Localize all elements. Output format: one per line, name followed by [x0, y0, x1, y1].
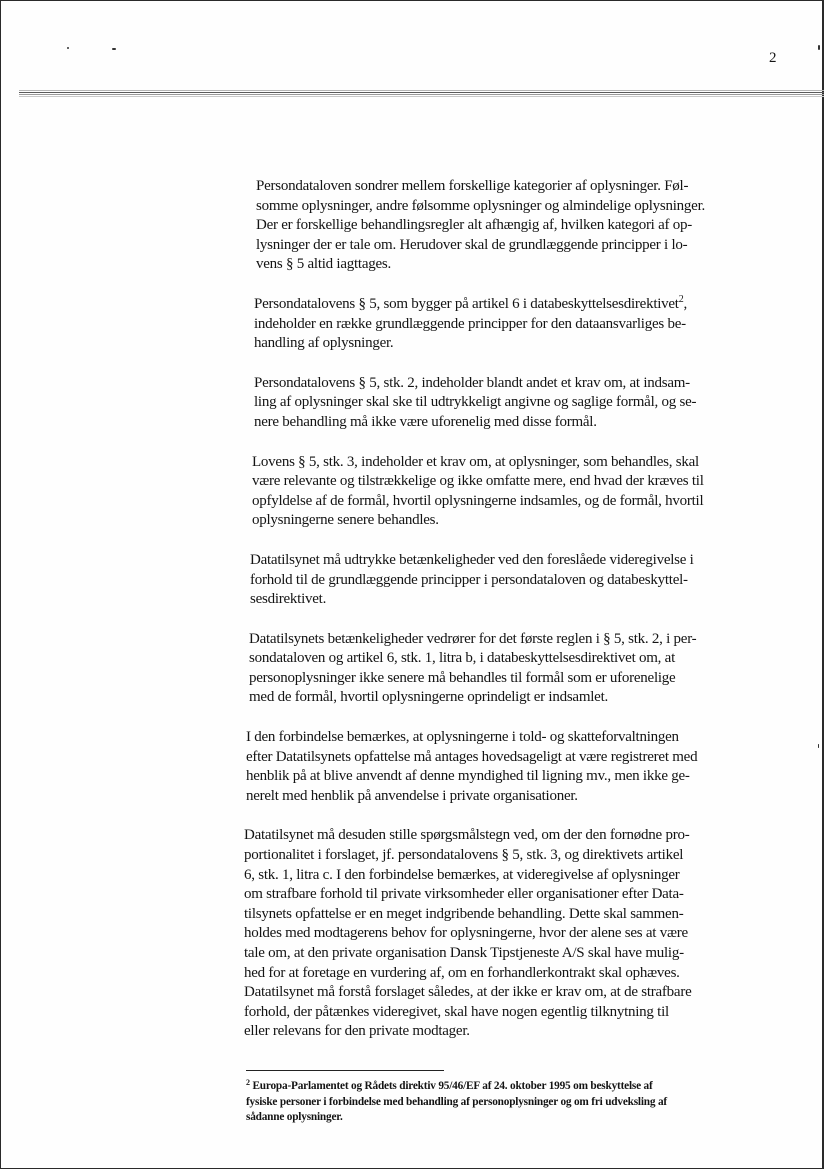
text-line: Persondataloven sondrer mellem forskellige kategorier af oplysninger. Føl-: [256, 178, 689, 194]
footnote-mark: 2: [246, 1078, 250, 1087]
text-line: somme oplysninger, andre følsomme oplysninger og almindelige oplysninger.: [256, 197, 705, 214]
paragraph: [244, 728, 784, 806]
text-line: henblik på at blive anvendt af denne myndighed til ligning mv., men ikke ge-: [246, 768, 690, 785]
paragraph: [244, 177, 784, 275]
footnote-separator: [246, 1070, 444, 1071]
text-line: indeholder en række grundlæggende principper for den dataansvarliges be-: [254, 315, 686, 332]
text-line: forhold til de grundlæggende principper i persondataloven og databeskyttel-: [250, 571, 688, 588]
text-line: eller relevans for den private modtager.: [244, 1023, 470, 1040]
paragraph-gap: [244, 275, 784, 295]
text-line: hed for at foretage en vurdering af, om en forhandlerkontrakt skal ophæves.: [244, 964, 680, 981]
text-line: 6, stk. 1, litra c. I den forbindelse bemærkes, at videregivelse af oplysninger: [244, 866, 680, 883]
text-line: handling af oplysninger.: [254, 335, 394, 352]
text-line: ling af oplysninger skal ske til udtrykkeligt angivne og saglige formål, og se-: [254, 394, 697, 411]
paragraph-gap: [244, 610, 784, 630]
text-line: oplysningerne senere behandles.: [252, 512, 439, 529]
page-number: 2: [769, 50, 777, 66]
paragraph: [244, 826, 784, 1042]
text-line: nere behandling må ikke være uforenelig med disse formål.: [254, 413, 597, 430]
footnote-line: $^2$ Europa-Parlamentet og Rådets direktiv 95/46/EF af 24. oktober 1995 om beskyttelse af: [246, 1078, 653, 1092]
text-line: Datatilsynet må forstå forslaget således, at der ikke er krav om, at de strafbare: [244, 984, 692, 1001]
paragraph: [244, 374, 784, 433]
text-line: holdes med modtagerens behov for oplysningerne, hvor der alene ses at være: [244, 925, 688, 942]
footnote: [246, 1079, 786, 1126]
text-line: portionalitet i forslaget, jf. persondatalovens § 5, stk. 3, og direktivets artikel: [244, 847, 684, 864]
text-line: tilsynets opfattelse er en meget indgribende behandling. Dette skal sammen-: [244, 905, 684, 922]
header-rule: [19, 90, 824, 91]
scan-speck: [112, 48, 116, 50]
text-line: sesdirektivet.: [250, 591, 327, 608]
text-line: opfyldelse af de formål, hvortil oplysningerne indsamles, og de formål, hvortil: [252, 492, 704, 509]
text-line: tale om, at den private organisation Dansk Tipstjeneste A/S skal have mulig-: [244, 945, 684, 961]
text-line: efter Datatilsynets opfattelse må antages hovedsageligt at være registreret med: [246, 748, 698, 765]
paragraph-gap: [244, 708, 784, 728]
text-line: I den forbindelse bemærkes, at oplysningerne i told- og skatteforvaltningen: [246, 729, 679, 746]
text-line: personoplysninger ikke senere må behandles til formål som er uforenelige: [249, 669, 676, 686]
scan-speck: [818, 744, 819, 748]
text-line: forhold, der påtænkes videregivet, skal have nogen egentlig tilknytning til: [244, 1003, 669, 1020]
text-line: Datatilsynet må udtrykke betænkeligheder ved den foreslåede videregivelse i: [250, 551, 694, 568]
body-text: [244, 177, 784, 1042]
text-line: Lovens § 5, stk. 3, indeholder et krav om, at oplysninger, som behandles, skal: [252, 453, 699, 470]
text-line: lysninger der er tale om. Herudover skal de grundlæggende principper i lo-: [256, 236, 688, 253]
text-line: Der er forskellige behandlingsregler alt afhængig af, hvilken kategori af op-: [256, 217, 693, 234]
text-line: vens § 5 altid iagttages.: [256, 256, 391, 273]
text-line: med de formål, hvortil oplysningerne oprindeligt er indsamlet.: [249, 689, 608, 706]
footnote-reference[interactable]: 2: [678, 293, 684, 305]
text-line: være relevante og tilstrækkelige og ikke omfatte mere, end hvad der kræves til: [252, 473, 704, 490]
text-line: Persondatalovens § 5, stk. 2, indeholder blandt andet et krav om, at indsam-: [254, 374, 690, 391]
paragraph: [244, 630, 784, 708]
paragraph-gap: [244, 354, 784, 374]
text-line: sondataloven og artikel 6, stk. 1, litra b, i databeskyttelsesdirektivet om, at: [249, 650, 675, 667]
text-line: om strafbare forhold til private virksomheder eller organisationer efter Data-: [244, 886, 684, 903]
header-rule: [19, 96, 824, 97]
paragraph: [244, 453, 784, 531]
text-line: nerelt med henblik på anvendelse i private organisationer.: [246, 787, 578, 804]
paragraph-gap: [244, 806, 784, 826]
footnote-line: fysiske personer i forbindelse med behandling af personoplysninger og om fri udveksling af: [246, 1095, 667, 1108]
paragraph: [244, 295, 784, 354]
paragraph: [244, 551, 784, 610]
footnote-line: sådanne oplysninger.: [246, 1111, 343, 1124]
text-line: Persondatalovens § 5, som bygger på artikel 6 i databeskyttelsesdirektivet$^2$,: [254, 293, 687, 312]
paragraph-gap: [244, 531, 784, 551]
header-rule: [19, 92, 824, 93]
text-line: Datatilsynets betænkeligheder vedrører for det første reglen i § 5, stk. 2, i per-: [249, 630, 697, 647]
header-rule: [19, 94, 824, 95]
text-line: Datatilsynet må desuden stille spørgsmålstegn ved, om der den fornødne pro-: [244, 827, 690, 844]
scan-speck: [818, 45, 820, 50]
scan-speck: [67, 47, 69, 49]
paragraph-gap: [244, 433, 784, 453]
